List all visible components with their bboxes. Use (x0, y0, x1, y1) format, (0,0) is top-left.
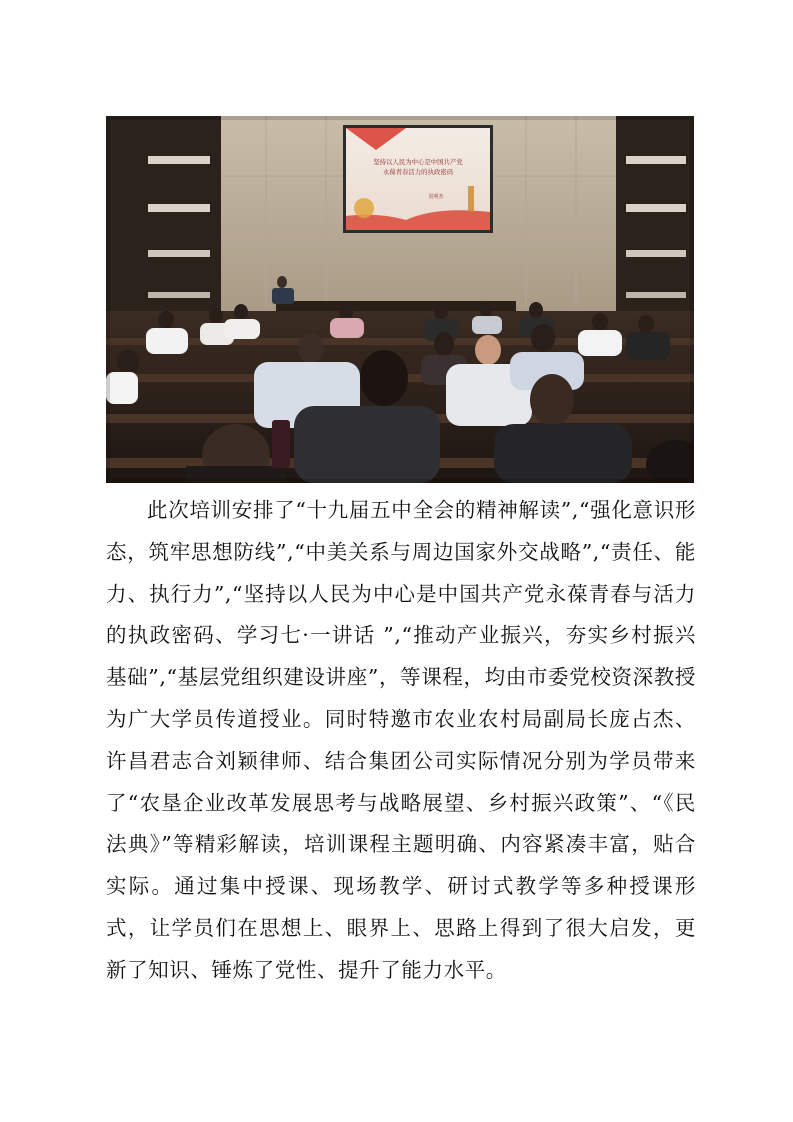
right-wall (616, 116, 694, 316)
left-light-4 (148, 292, 210, 298)
speaker-body (272, 288, 294, 304)
article-paragraph: 此次培训安排了“十九届五中全会的精神解读”,“强化意识形态，筑牢思想防线”,“中美关系与周边国家外交战略”,“责任、能力、执行力”,“坚持以人民为中心是中国共产党永葆青春与活力的执政密码、学习七·一讲话 ”,“推动产业振兴，夯实乡村振兴基础”,“基层党组织建设讲座”，等课程，均由市委党校资深教授为广大学员传道授业。同时特邀市农业农村局副局长庞占杰、许昌君志合刘颖律师、结合集团公司实际情况分别为学员带来了“农垦企业改革发展思考与战略展望、乡村振兴政策”、“《民法典》”等精彩解读，培训课程主题明确、内容紧凑丰富，贴合实际。通过集中授课、现场教学、研讨式教学等多种授课形式，让学员们在思想上、眼界上、思路上得到了很大启发，更新了知识、锤炼了党性、提升了能力水平。 (106, 498, 696, 982)
right-light-4 (626, 292, 686, 298)
screen-title-line2: 永葆青春活力的执政密码 (382, 168, 454, 176)
speaker-head (277, 276, 287, 288)
screen-presenter: 雷明杰 (428, 194, 444, 200)
projection-screen (343, 125, 493, 233)
left-light-1 (148, 156, 210, 164)
right-light-1 (626, 156, 686, 164)
left-wall (106, 116, 221, 316)
meeting-photo (106, 116, 694, 483)
left-light-2 (148, 204, 210, 212)
screen-title-line1: 坚持以人民为中心是中国共产党 (373, 158, 463, 166)
right-light-2 (626, 204, 686, 212)
left-light-3 (148, 250, 210, 257)
right-light-3 (626, 250, 686, 257)
meeting-photo-scene (106, 116, 694, 483)
